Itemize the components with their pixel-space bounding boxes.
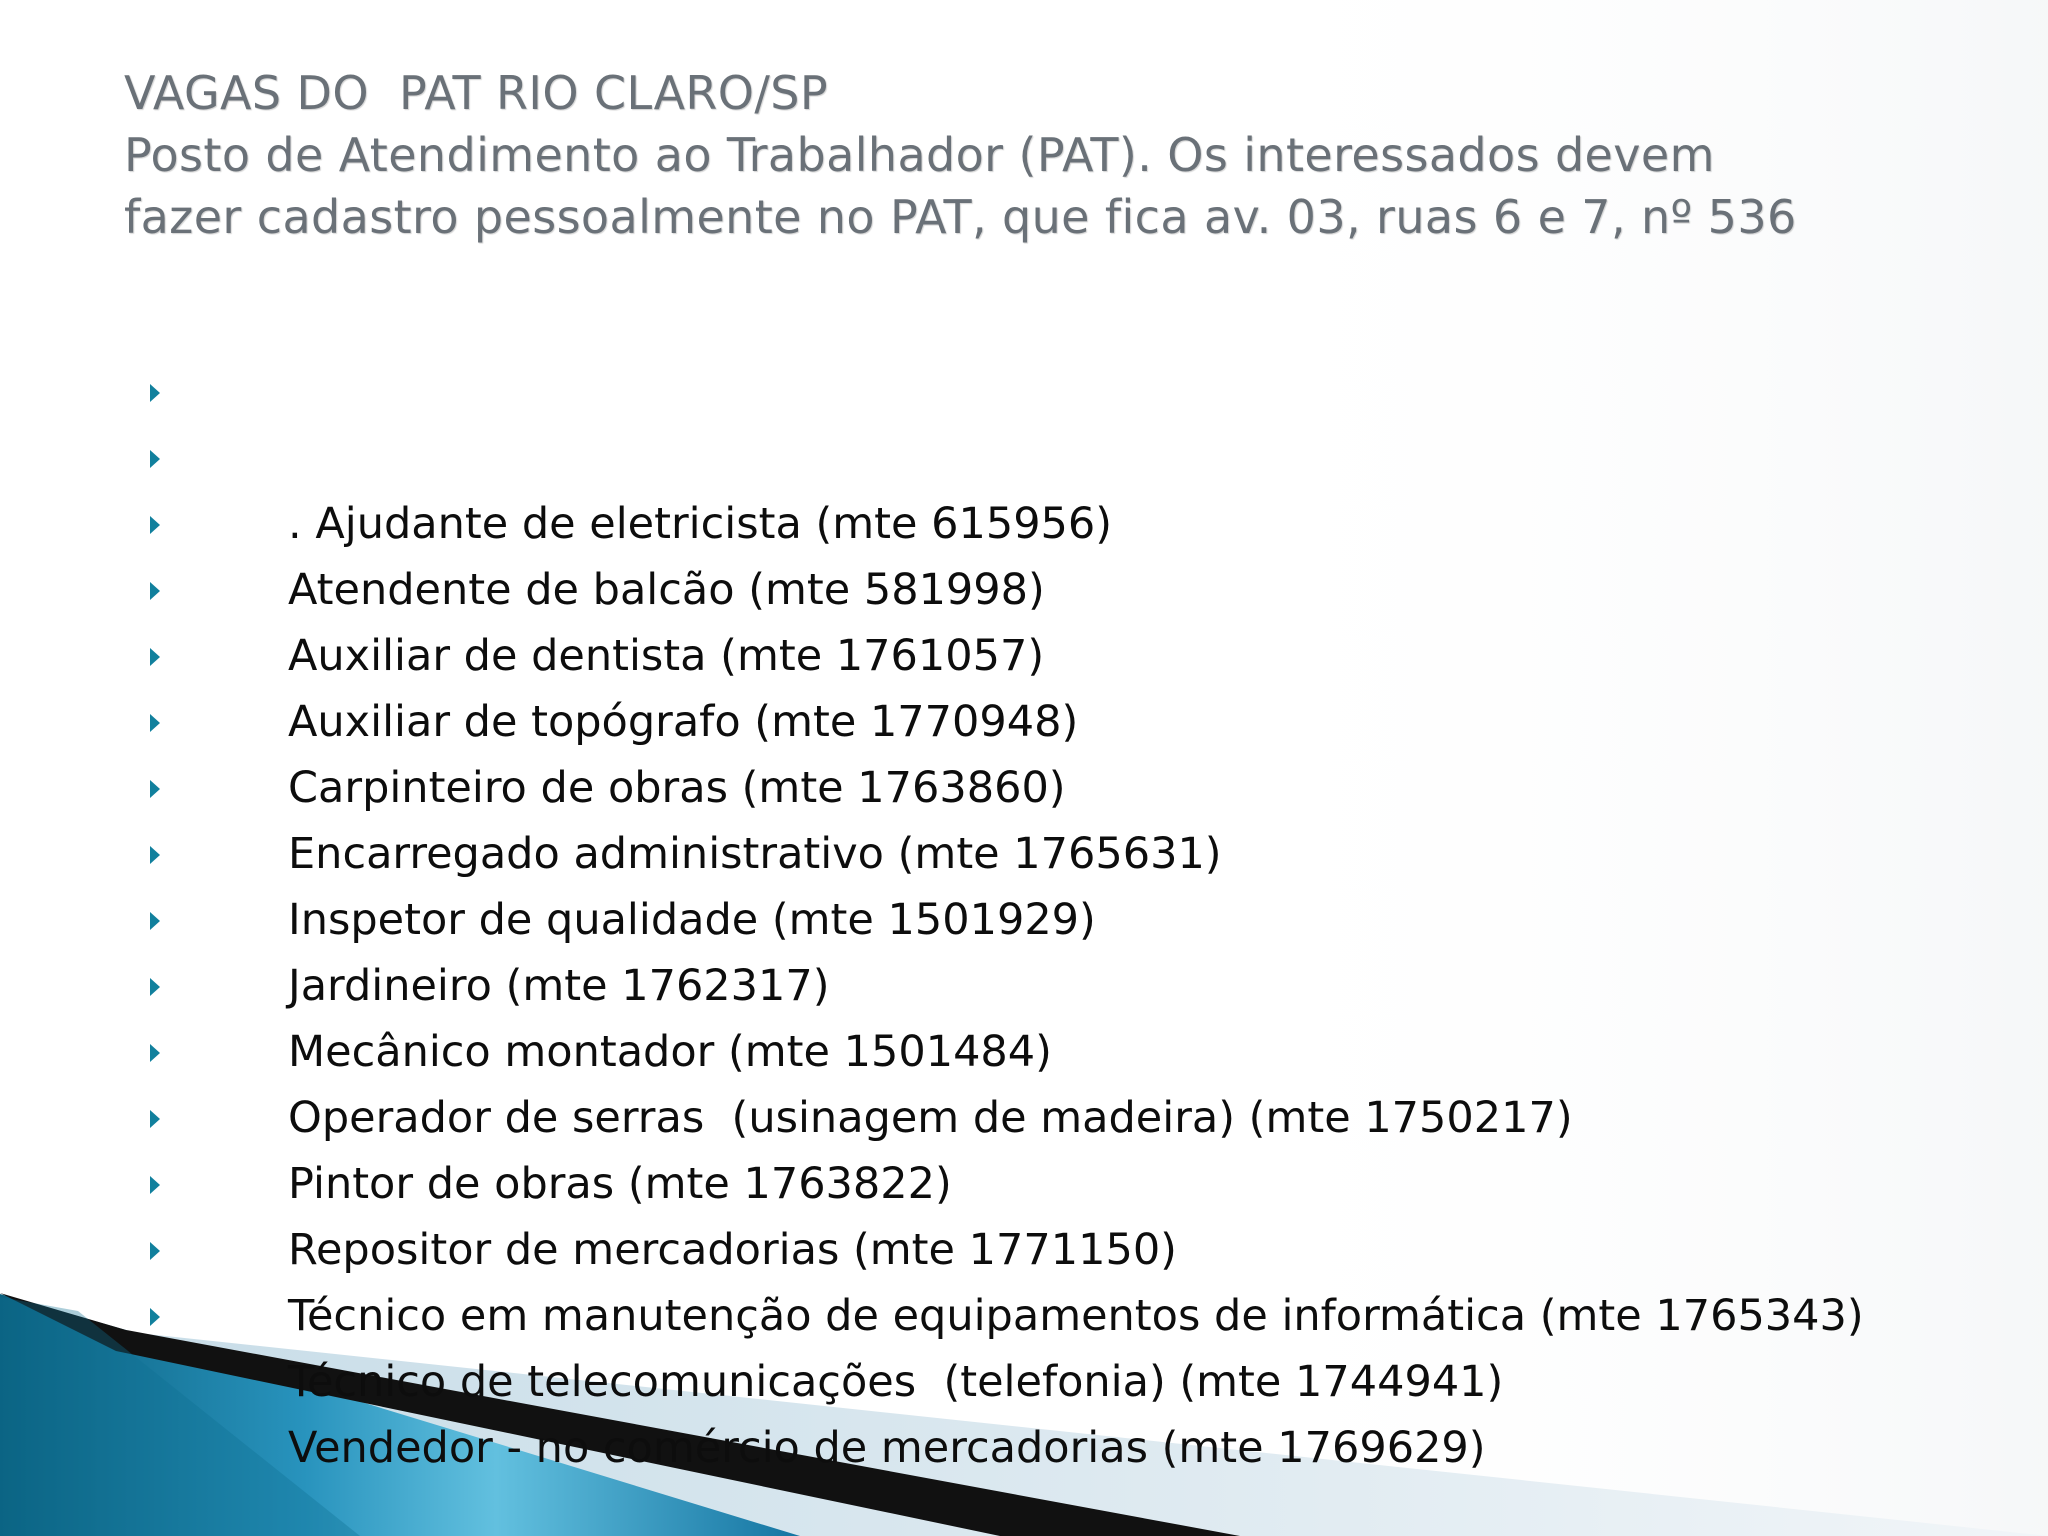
job-item-text: Jardineiro (mte 1762317): [288, 961, 830, 1011]
triangle-right-icon: [150, 384, 160, 402]
triangle-right-icon: [150, 846, 160, 864]
job-item-text: Técnico em manutenção de equipamentos de informática (mte 1765343): [288, 1291, 1864, 1341]
job-item-text: Repositor de mercadorias (mte 1771150): [288, 1225, 1177, 1275]
triangle-right-icon: [150, 1044, 160, 1062]
triangle-right-icon: [150, 648, 160, 666]
job-item-text: Operador de serras (usinagem de madeira) (mte 1750217): [288, 1093, 1573, 1143]
job-item-text: Auxiliar de dentista (mte 1761057): [288, 631, 1045, 681]
triangle-right-icon: [150, 582, 160, 600]
triangle-right-icon: [150, 1242, 160, 1260]
job-item-text: Vendedor - no comércio de mercadorias (mte 1769629): [288, 1423, 1486, 1473]
job-item-text: Pintor de obras (mte 1763822): [288, 1159, 952, 1209]
job-item: [150, 359, 1970, 549]
triangle-right-icon: [150, 1176, 160, 1194]
job-item-text: Carpinteiro de obras (mte 1763860): [288, 763, 1066, 813]
job-item-text: Mecânico montador (mte 1501484): [288, 1027, 1052, 1077]
job-item-text: Atendente de balcão (mte 581998): [288, 565, 1045, 615]
job-item-text: . Ajudante de eletricista (mte 615956): [288, 499, 1113, 549]
title-line: fazer cadastro pessoalmente no PAT, que fica av. 03, ruas 6 e 7, nº 536: [124, 190, 1797, 244]
triangle-right-icon: [150, 714, 160, 732]
job-item-text: Técnico de telecomunicações (telefonia) (mte 1744941): [288, 1357, 1504, 1407]
triangle-right-icon: [150, 780, 160, 798]
triangle-right-icon: [150, 978, 160, 996]
triangle-right-icon: [150, 516, 160, 534]
job-item-text: Auxiliar de topógrafo (mte 1770948): [288, 697, 1079, 747]
triangle-right-icon: [150, 450, 160, 468]
title-line: Posto de Atendimento ao Trabalhador (PAT). Os interessados devem: [124, 128, 1715, 182]
triangle-right-icon: [150, 912, 160, 930]
job-item-text: Encarregado administrativo (mte 1765631): [288, 829, 1222, 879]
slide-title: [124, 62, 1994, 248]
triangle-right-icon: [150, 1308, 160, 1326]
job-item-text: Inspetor de qualidade (mte 1501929): [288, 895, 1096, 945]
title-line: VAGAS DO PAT RIO CLARO/SP: [124, 66, 829, 120]
triangle-right-icon: [150, 1110, 160, 1128]
job-list: [150, 359, 1970, 1473]
